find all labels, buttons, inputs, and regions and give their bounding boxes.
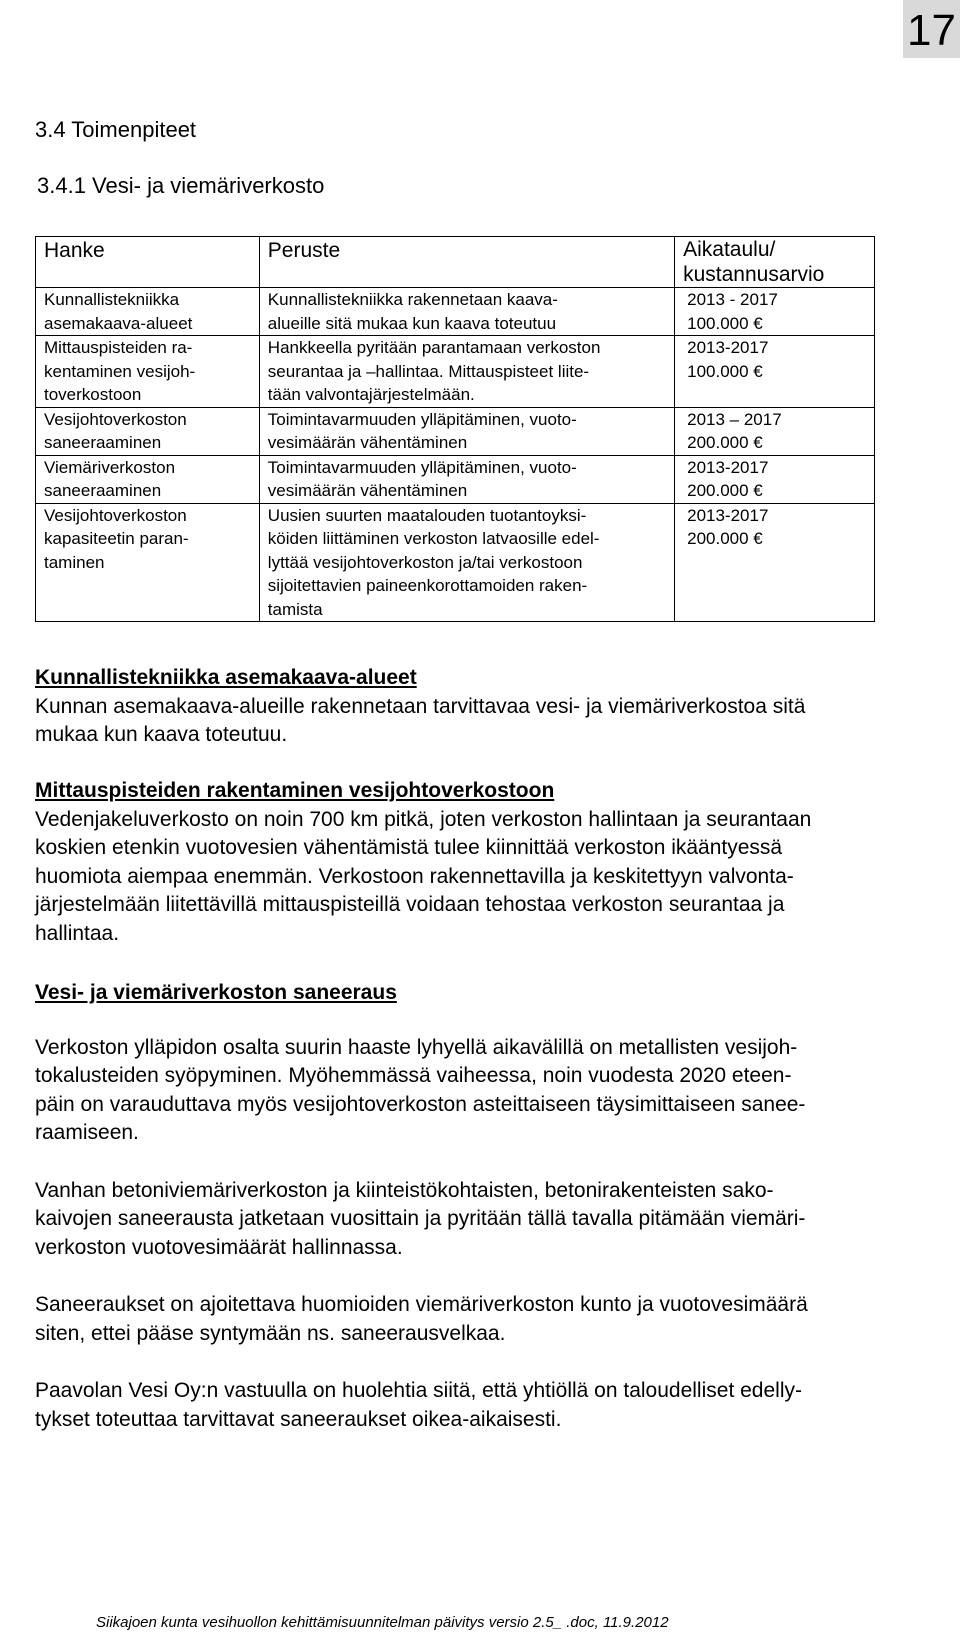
section-title: Vesi- ja viemäriverkoston saneeraus xyxy=(35,981,397,1004)
measures-table xyxy=(35,236,875,622)
cell-peruste: Kunnallistekniikka rakennetaan kaava- alueille sitä mukaa kun kaava toteutuu xyxy=(259,288,674,336)
section-title: Kunnallistekniikka asemakaava-alueet xyxy=(35,666,417,689)
paragraph: Kunnan asemakaava-alueille rakennetaan tarvittavaa vesi- ja viemäriverkostoa sitä mukaa kun kaava toteutuu. xyxy=(35,694,806,746)
cell-peruste: Toimintavarmuuden ylläpitäminen, vuoto- vesimäärän vähentäminen xyxy=(259,407,674,455)
page-number: 17 xyxy=(903,0,960,58)
table-row xyxy=(36,455,875,503)
cell-aikataulu: 2013-2017 100.000 € xyxy=(675,336,875,408)
section-title: Mittauspisteiden rakentaminen vesijohtoverkostoon xyxy=(35,779,555,802)
paragraph: Vedenjakeluverkosto on noin 700 km pitkä, joten verkoston hallintaan ja seurantaan koskien etenkin vuotovesien vähentämistä tulee kiinnittää verkoston ikääntyessä huomiota aiempaa enemmän. Verkostoon rakennettavilla ja keskitettyyn valvonta- järjestelmään liitettävillä mittauspisteillä voidaan tehostaa verkoston seurantaa ja hallintaa. xyxy=(35,807,812,945)
section-asemakaava xyxy=(35,664,950,750)
cell-hanke: Vesijohtoverkoston kapasiteetin paran- taminen xyxy=(36,503,260,622)
cell-hanke: Kunnallistekniikka asemakaava-alueet xyxy=(36,288,260,336)
cell-peruste: Toimintavarmuuden ylläpitäminen, vuoto- vesimäärän vähentäminen xyxy=(259,455,674,503)
paragraph: Verkoston ylläpidon osalta suurin haaste lyhyellä aikavälillä on metallisten vesijoh- tokalusteiden syöpyminen. Myöhemmässä vaiheessa, noin vuodesta 2020 eteen- päin on varauduttava myös vesijohtoverkoston asteittaiseen täysimittaiseen sanee- raamiseen. xyxy=(35,1035,806,1144)
table-row xyxy=(36,336,875,408)
table-header-row xyxy=(36,237,875,288)
table-row xyxy=(36,503,875,622)
section-heading: 3.4 Toimenpiteet xyxy=(35,117,197,142)
cell-hanke: Viemäriverkoston saneeraaminen xyxy=(36,455,260,503)
header-peruste: Peruste xyxy=(259,237,674,288)
page-footer: Siikajoen kunta vesihuollon kehittämisuunnitelman päivitys versio 2.5_ .doc, 11.9.2012 xyxy=(96,1614,669,1631)
table-row xyxy=(36,288,875,336)
cell-aikataulu: 2013-2017 200.000 € xyxy=(675,503,875,622)
header-hanke: Hanke xyxy=(36,237,260,288)
cell-peruste: Uusien suurten maatalouden tuotantoyksi- köiden liittäminen verkoston latvaosille edel- lyttää vesijohtoverkoston ja/tai verkostoon sijoitettavien paineenkorottamoiden raken- tamista xyxy=(259,503,674,622)
cell-aikataulu: 2013 – 2017 200.000 € xyxy=(675,407,875,455)
cell-hanke: Mittauspisteiden ra- kentaminen vesijoh- toverkostoon xyxy=(36,336,260,408)
cell-hanke: Vesijohtoverkoston saneeraaminen xyxy=(36,407,260,455)
table-row xyxy=(36,407,875,455)
header-aikataulu: Aikataulu/ kustannusarvio xyxy=(675,237,875,288)
paragraph: Saneeraukset on ajoitettava huomioiden viemäriverkoston kunto ja vuotovesimäärä siten, ettei pääse syntymään ns. saneerausvelkaa. xyxy=(35,1293,808,1345)
section-mittauspisteet xyxy=(35,777,950,948)
cell-aikataulu: 2013 - 2017 100.000 € xyxy=(675,288,875,336)
cell-aikataulu: 2013-2017 200.000 € xyxy=(675,455,875,503)
subsection-heading: 3.4.1 Vesi- ja viemäriverkosto xyxy=(37,173,325,198)
paragraph: Paavolan Vesi Oy:n vastuulla on huolehtia siitä, että yhtiöllä on taloudelliset edelly- tykset toteuttaa tarvittavat saneeraukset oikea-aikaisesti. xyxy=(35,1379,802,1431)
section-saneeraus xyxy=(35,979,950,1434)
paragraph: Vanhan betoniviemäriverkoston ja kiinteistökohtaisten, betonirakenteisten sako- kaivojen saneerausta jatketaan vuosittain ja pyritään tällä tavalla pitämään viemäri- verkoston vuotovesimäärät hallinnassa. xyxy=(35,1178,806,1259)
cell-peruste: Hankkeella pyritään parantamaan verkoston seurantaa ja –hallintaa. Mittauspisteet liite- tään valvontajärjestelmään. xyxy=(259,336,674,408)
